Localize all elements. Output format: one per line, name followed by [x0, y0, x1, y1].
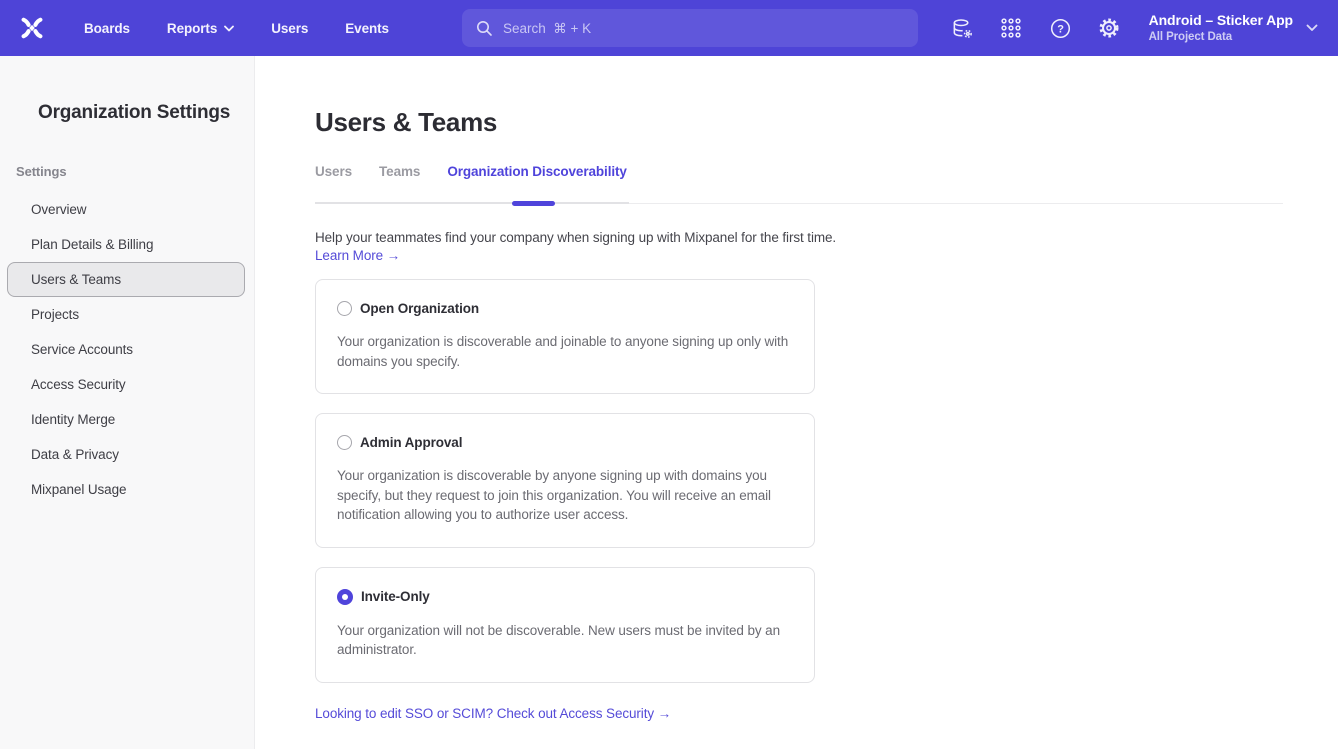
data-management-icon[interactable]: [951, 17, 974, 40]
learn-more-link[interactable]: Learn More →: [315, 248, 401, 263]
nav-item-label: Reports: [166, 20, 218, 36]
chevron-down-icon: [224, 25, 234, 32]
sidebar-item-overview[interactable]: Overview: [31, 202, 87, 217]
chevron-down-icon: [1306, 24, 1318, 32]
radio-invite-only[interactable]: [337, 589, 353, 605]
project-scope: All Project Data: [1148, 30, 1232, 43]
mixpanel-logo-icon: [17, 13, 47, 43]
sidebar-item-service-accounts[interactable]: Service Accounts: [31, 342, 133, 357]
search-icon: [476, 20, 493, 37]
radio-admin-approval[interactable]: [337, 435, 352, 450]
svg-text:?: ?: [1056, 23, 1064, 36]
tab-organization-discoverability[interactable]: Organization Discoverability: [447, 164, 627, 179]
help-icon[interactable]: [1049, 17, 1072, 40]
nav-item-label: Users: [271, 20, 309, 36]
tabs-bar: [315, 164, 1283, 204]
sidebar-item-mixpanel-usage[interactable]: Mixpanel Usage: [31, 482, 127, 497]
option-description: Your organization is discoverable and joinable to anyone signing up only with domains you specify.: [337, 334, 789, 369]
tab-list: [315, 164, 1283, 204]
main-content: [255, 56, 1338, 749]
nav-item-events[interactable]: [345, 21, 389, 36]
option-label: Admin Approval: [360, 435, 463, 450]
mixpanel-logo[interactable]: [16, 12, 48, 44]
option-card-invite-only[interactable]: [315, 567, 815, 683]
tab-users[interactable]: Users: [315, 164, 353, 179]
option-description: Your organization will not be discoverable. New users must be invited by an administrator.: [337, 622, 780, 657]
sidebar-title: Organization Settings: [38, 102, 231, 123]
top-navigation-bar: [0, 0, 1338, 56]
settings-gear-icon[interactable]: [1098, 17, 1121, 40]
option-card-admin-approval[interactable]: [315, 413, 815, 548]
active-tab-indicator: [512, 201, 555, 206]
search-input[interactable]: [503, 21, 904, 36]
sidebar-item-plan-details-billing[interactable]: Plan Details & Billing: [31, 237, 154, 252]
tab-teams[interactable]: Teams: [379, 164, 421, 179]
apps-grid-icon[interactable]: [1000, 17, 1023, 40]
sidebar-item-access-security[interactable]: Access Security: [31, 377, 126, 392]
sidebar-item-users-teams[interactable]: Users & Teams: [7, 262, 245, 297]
nav-item-reports[interactable]: [167, 21, 234, 36]
project-name: Android – Sticker App: [1148, 12, 1293, 29]
sidebar-item-data-privacy[interactable]: Data & Privacy: [31, 447, 119, 462]
option-card-open-organization[interactable]: [315, 279, 815, 394]
global-search[interactable]: [462, 9, 918, 47]
discoverability-intro-text: Help your teammates find your company when signing up with Mixpanel for the first time.: [315, 230, 837, 245]
nav-item-boards[interactable]: [84, 21, 130, 36]
option-label: Invite-Only: [361, 589, 430, 604]
primary-nav-links: [84, 21, 389, 36]
radio-open-organization[interactable]: [337, 301, 352, 316]
settings-sidebar: [0, 56, 255, 749]
project-selector-texts: [1149, 12, 1293, 44]
nav-right-controls: [925, 12, 1318, 44]
tabs-strip-divider: [315, 202, 629, 204]
nav-item-label: Events: [345, 20, 389, 36]
sidebar-item-identity-merge[interactable]: Identity Merge: [31, 412, 116, 427]
option-label: Open Organization: [360, 301, 480, 316]
project-selector[interactable]: [1149, 12, 1318, 44]
sidebar-item-list: [0, 192, 254, 507]
access-security-link[interactable]: Looking to edit SSO or SCIM? Check out Access Security →: [315, 705, 672, 721]
page-title: Users & Teams: [315, 107, 498, 137]
nav-item-users[interactable]: [271, 21, 308, 36]
sidebar-item-projects[interactable]: Projects: [31, 307, 79, 322]
sidebar-section-label: Settings: [16, 164, 67, 179]
nav-item-label: Boards: [84, 20, 130, 36]
option-description: Your organization is discoverable by anyone signing up with domains you specify, but they request to join this organization. You will receive an email notification allowing you to authorize user access.: [337, 468, 771, 522]
